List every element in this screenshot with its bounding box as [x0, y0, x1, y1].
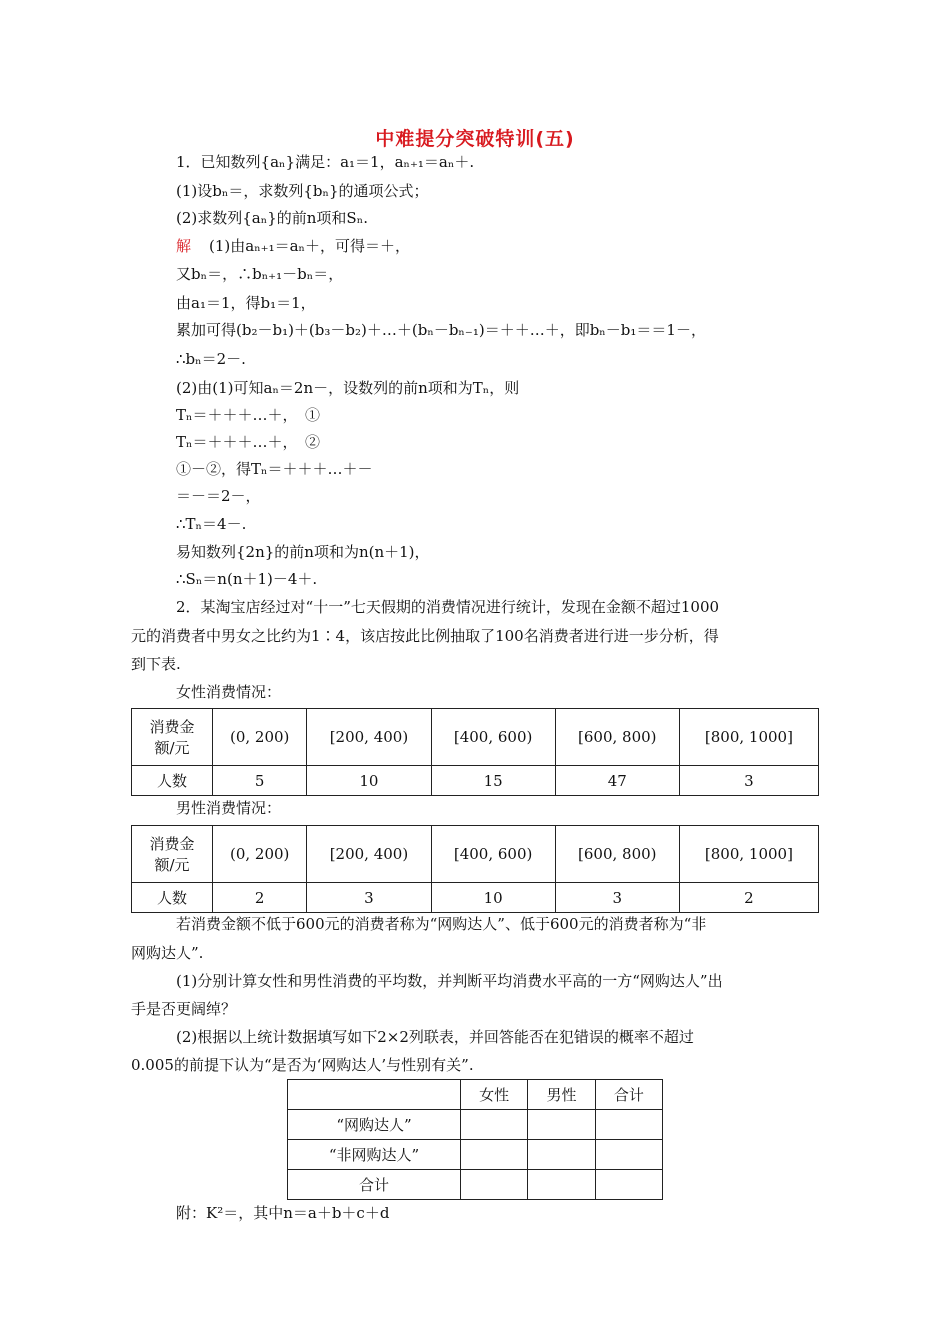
empty-cell [595, 1140, 662, 1170]
count-cell: 10 [307, 766, 431, 796]
q1-part1: (1)设bₙ＝，求数列{bₙ}的通项公式； [176, 182, 429, 200]
count-row-label: 人数 [132, 883, 213, 913]
q1-step-12: 易知数列{2n}的前n项和为n(n＋1)， [176, 543, 430, 561]
q1-step-3: 由a₁＝1，得b₁＝1， [176, 294, 316, 312]
definition-line-2: 网购达人”. [131, 944, 204, 962]
interval-cell: [200, 400) [307, 826, 431, 883]
q2-intro-2: 元的消费者中男女之比约为1∶4，该店按此比例抽取了100名消费者进行进一步分析，得 [131, 627, 719, 645]
count-cell: 47 [555, 766, 679, 796]
interval-cell: [800, 1000] [679, 709, 818, 766]
q1-step-1: (1)由aₙ₊₁＝aₙ＋，可得＝＋， [209, 237, 411, 255]
count-cell: 3 [555, 883, 679, 913]
empty-cell [528, 1140, 595, 1170]
count-cell: 3 [307, 883, 431, 913]
header-label-cell [132, 709, 213, 766]
count-cell: 10 [431, 883, 555, 913]
empty-cell [461, 1110, 528, 1140]
q1-part2: (2)求数列{aₙ}的前n项和Sₙ. [176, 209, 368, 227]
empty-cell [461, 1170, 528, 1200]
header-label-line-2: 额/元 [154, 739, 190, 757]
q1-step-6: (2)由(1)可知aₙ＝2n－，设数列的前n项和为Tₙ，则 [176, 379, 520, 397]
count-cell: 5 [213, 766, 307, 796]
interval-cell: (0, 200) [213, 709, 307, 766]
solution-label: 解 [176, 237, 192, 255]
column-header: 女性 [461, 1080, 528, 1110]
count-cell: 2 [679, 883, 818, 913]
header-label-line-2: 额/元 [154, 856, 190, 874]
q1-step-4: 累加可得(b₂－b₁)＋(b₃－b₂)＋…＋(bₙ－bₙ₋₁)＝＋＋…＋，即bₙ－b₁＝＝1－， [176, 321, 706, 339]
empty-cell [461, 1140, 528, 1170]
q2-part2-line-1: (2)根据以上统计数据填写如下2×2列联表，并回答能否在犯错误的概率不超过 [176, 1028, 694, 1046]
page-title: 中难提分突破特训(五) [375, 128, 575, 150]
q2-intro-1: 2．某淘宝店经过对“十一”七天假期的消费情况进行统计，发现在金额不超过1000 [176, 598, 720, 616]
q1-step-5: ∴bₙ＝2－. [176, 350, 246, 368]
female-table-caption: 女性消费情况： [176, 683, 282, 701]
empty-cell [528, 1110, 595, 1140]
q1-step-8: Tₙ＝＋＋＋…＋， ② [176, 433, 320, 451]
row-header: “非网购达人” [288, 1140, 461, 1170]
header-label-line-1: 消费金 [149, 718, 195, 736]
q1-step-13: ∴Sₙ＝n(n＋1)－4＋. [176, 570, 318, 588]
q2-intro-3: 到下表. [131, 655, 181, 673]
male-consumption-table [131, 825, 819, 913]
header-label-line-1: 消费金 [149, 835, 195, 853]
interval-cell: [400, 600) [431, 709, 555, 766]
contingency-table [287, 1079, 663, 1200]
q1-step-9: ①－②，得Tₙ＝＋＋＋…＋－ [176, 460, 373, 478]
interval-cell: [400, 600) [431, 826, 555, 883]
corner-cell [288, 1080, 461, 1110]
female-consumption-table [131, 708, 819, 796]
interval-cell: [200, 400) [307, 709, 431, 766]
q1-step-10: ＝－＝2－， [176, 487, 261, 505]
q2-part1-line-2: 手是否更阔绰？ [131, 1000, 237, 1018]
empty-cell [595, 1170, 662, 1200]
appendix-formula: 附：K²＝，其中n＝a＋b＋c＋d [176, 1204, 390, 1222]
definition-line-1: 若消费金额不低于600元的消费者称为“网购达人”、低于600元的消费者称为“非 [176, 915, 707, 933]
interval-cell: [600, 800) [555, 709, 679, 766]
count-row-label: 人数 [132, 766, 213, 796]
column-header: 合计 [595, 1080, 662, 1110]
empty-cell [595, 1110, 662, 1140]
interval-cell: (0, 200) [213, 826, 307, 883]
q1-step-11: ∴Tₙ＝4－. [176, 515, 247, 533]
q2-part2-line-2: 0.005的前提下认为“是否为‘网购达人’与性别有关”. [131, 1056, 474, 1074]
count-cell: 2 [213, 883, 307, 913]
count-cell: 3 [679, 766, 818, 796]
empty-cell [528, 1170, 595, 1200]
interval-cell: [600, 800) [555, 826, 679, 883]
header-label-cell [132, 826, 213, 883]
q1-stem: 1．已知数列{aₙ}满足：a₁＝1，aₙ₊₁＝aₙ＋. [176, 153, 475, 171]
column-header: 男性 [528, 1080, 595, 1110]
q1-step-2: 又bₙ＝，∴bₙ₊₁－bₙ＝， [176, 265, 344, 283]
q1-step-7: Tₙ＝＋＋＋…＋， ① [176, 406, 320, 424]
row-header: 合计 [288, 1170, 461, 1200]
q2-part1-line-1: (1)分别计算女性和男性消费的平均数，并判断平均消费水平高的一方“网购达人”出 [176, 972, 723, 990]
row-header: “网购达人” [288, 1110, 461, 1140]
male-table-caption: 男性消费情况： [176, 799, 282, 817]
count-cell: 15 [431, 766, 555, 796]
interval-cell: [800, 1000] [679, 826, 818, 883]
